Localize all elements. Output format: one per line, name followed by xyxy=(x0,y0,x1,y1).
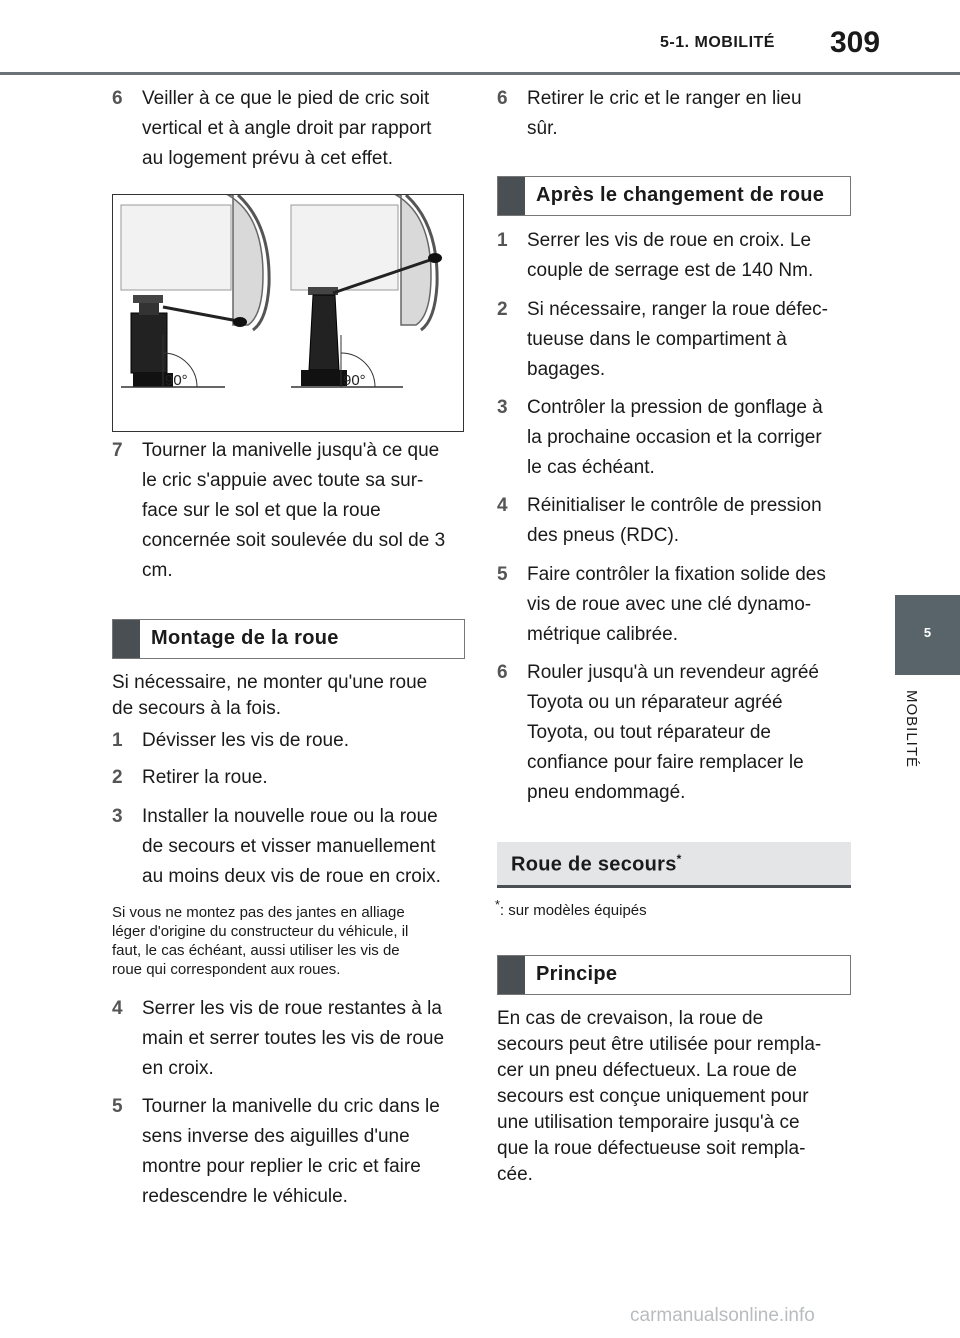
paragraph-line: secours peut être utilisée pour rempla- xyxy=(497,1034,822,1055)
principle-paragraph xyxy=(497,1006,857,1188)
footnote xyxy=(495,898,647,919)
heading-bar xyxy=(113,620,140,658)
step-text-line: couple de serrage est de 140 Nm. xyxy=(527,260,814,281)
step-number: 7 xyxy=(112,440,123,461)
section-heading-label xyxy=(511,852,682,877)
step-text-line: au logement prévu à cet effet. xyxy=(142,148,394,169)
step-number: 1 xyxy=(497,230,508,251)
mount-intro xyxy=(112,670,472,722)
step-text-line: métrique calibrée. xyxy=(527,624,679,645)
note-line: roue qui correspondent aux roues. xyxy=(112,961,341,978)
footnote-marker: * xyxy=(495,898,500,912)
jack-illustration xyxy=(112,194,464,432)
step-number: 4 xyxy=(497,495,508,516)
step-text-line: Rouler jusqu'à un revendeur agréé xyxy=(527,662,819,683)
note-line: léger d'origine du constructeur du véhicule, il xyxy=(112,923,409,940)
step-number: 4 xyxy=(112,998,123,1019)
step-text-line: des pneus (RDC). xyxy=(527,525,680,546)
angle-label-left: 90° xyxy=(165,372,188,389)
step-number: 5 xyxy=(497,564,508,585)
step-text-line: Tourner la manivelle du cric dans le xyxy=(142,1096,440,1117)
chapter-tab-number: 5 xyxy=(923,625,932,640)
paragraph-line: Si nécessaire, ne monter qu'une roue xyxy=(112,672,428,693)
section-heading-spare-wheel xyxy=(497,842,851,888)
step-text-line: Faire contrôler la fixation solide des xyxy=(527,564,826,585)
step-text-line: concernée soit soulevée du sol de 3 xyxy=(142,530,446,551)
step-text-line: de secours et visser manuellement xyxy=(142,836,436,857)
step-text-line: vertical et à angle droit par rapport xyxy=(142,118,432,139)
footnote-text: : sur modèles équipés xyxy=(499,902,647,919)
step-text-line: Réinitialiser le contrôle de pression xyxy=(527,495,822,516)
step-text-line: Toyota, ou tout réparateur de xyxy=(527,722,771,743)
section-heading-label: Principe xyxy=(536,963,618,985)
header-divider xyxy=(0,72,960,75)
section-heading-principle xyxy=(497,955,851,995)
paragraph-line: une utilisation temporaire jusqu'à ce xyxy=(497,1112,800,1133)
step-text-line: vis de roue avec une clé dynamo- xyxy=(527,594,812,615)
paragraph-line: En cas de crevaison, la roue de xyxy=(497,1008,764,1029)
angle-label-right: 90° xyxy=(343,372,366,389)
step-text-line: sûr. xyxy=(527,118,558,139)
step-text-line: la prochaine occasion et la corriger xyxy=(527,427,822,448)
step-text-line: pneu endommagé. xyxy=(527,782,686,803)
step-number: 6 xyxy=(497,88,508,109)
step-text-line: le cas échéant. xyxy=(527,457,655,478)
step-text-line: Serrer les vis de roue en croix. Le xyxy=(527,230,812,251)
step-text-line: sens inverse des aiguilles d'une xyxy=(142,1126,410,1147)
step-text-line: Retirer le cric et le ranger en lieu xyxy=(527,88,802,109)
step-text-line: Installer la nouvelle roue ou la roue xyxy=(142,806,438,827)
step-text-line: tueuse dans le compartiment à xyxy=(527,329,787,350)
chapter-tab-label: MOBILITÉ xyxy=(903,690,920,769)
step-text-line: Tourner la manivelle jusqu'à ce que xyxy=(142,440,440,461)
step-text-line: en croix. xyxy=(142,1058,214,1079)
step-text-line: Retirer la roue. xyxy=(142,767,268,788)
step-text-line: Serrer les vis de roue restantes à la xyxy=(142,998,442,1019)
step-text-line: Contrôler la pression de gonflage à xyxy=(527,397,823,418)
step-text-line: au moins deux vis de roue en croix. xyxy=(142,866,441,887)
step-text-line: Veiller à ce que le pied de cric soit xyxy=(142,88,430,109)
step-text-line: le cric s'appuie avec toute sa sur- xyxy=(142,470,424,491)
section-heading-label: Montage de la roue xyxy=(151,627,339,649)
paragraph-line: de secours à la fois. xyxy=(112,698,281,719)
footnote-marker: * xyxy=(676,852,682,866)
heading-text: Roue de secours xyxy=(511,853,677,876)
step-number: 5 xyxy=(112,1096,123,1117)
watermark: carmanualsonline.info xyxy=(630,1305,815,1326)
jack-diagram-svg xyxy=(113,195,464,432)
step-text-line: face sur le sol et que la roue xyxy=(142,500,381,521)
step-text-line: cm. xyxy=(142,560,173,581)
step-number: 3 xyxy=(112,806,123,827)
step-text-line: main et serrer toutes les vis de roue xyxy=(142,1028,445,1049)
paragraph-line: secours est conçue uniquement pour xyxy=(497,1086,809,1107)
step-text-line: confiance pour faire remplacer le xyxy=(527,752,804,773)
step-number: 3 xyxy=(497,397,508,418)
paragraph-line: cée. xyxy=(497,1164,533,1185)
step-text-line: redescendre le véhicule. xyxy=(142,1186,348,1207)
heading-bar xyxy=(498,956,525,994)
page-number: 309 xyxy=(830,26,881,59)
paragraph-line: que la roue défectueuse soit rempla- xyxy=(497,1138,806,1159)
header-section-title: 5-1. MOBILITÉ xyxy=(660,34,775,51)
step-text-line: montre pour replier le cric et faire xyxy=(142,1156,421,1177)
paragraph-line: cer un pneu défectueux. La roue de xyxy=(497,1060,798,1081)
step-number: 1 xyxy=(112,730,123,751)
step-number: 2 xyxy=(497,299,508,320)
step-text-line: bagages. xyxy=(527,359,606,380)
step-number: 2 xyxy=(112,767,123,788)
step-number: 6 xyxy=(112,88,123,109)
note-line: Si vous ne montez pas des jantes en alliage xyxy=(112,904,405,921)
step-text-line: Dévisser les vis de roue. xyxy=(142,730,349,751)
section-heading-after-change xyxy=(497,176,851,216)
section-heading-label: Après le changement de roue xyxy=(536,184,825,206)
step-text-line: Toyota ou un réparateur agréé xyxy=(527,692,783,713)
alloy-wheel-note xyxy=(112,903,472,979)
note-line: faut, le cas échéant, aussi utiliser les vis de xyxy=(112,942,400,959)
step-text-line: Si nécessaire, ranger la roue défec- xyxy=(527,299,828,320)
step-number: 6 xyxy=(497,662,508,683)
heading-bar xyxy=(498,177,525,215)
section-heading-mount xyxy=(112,619,465,659)
